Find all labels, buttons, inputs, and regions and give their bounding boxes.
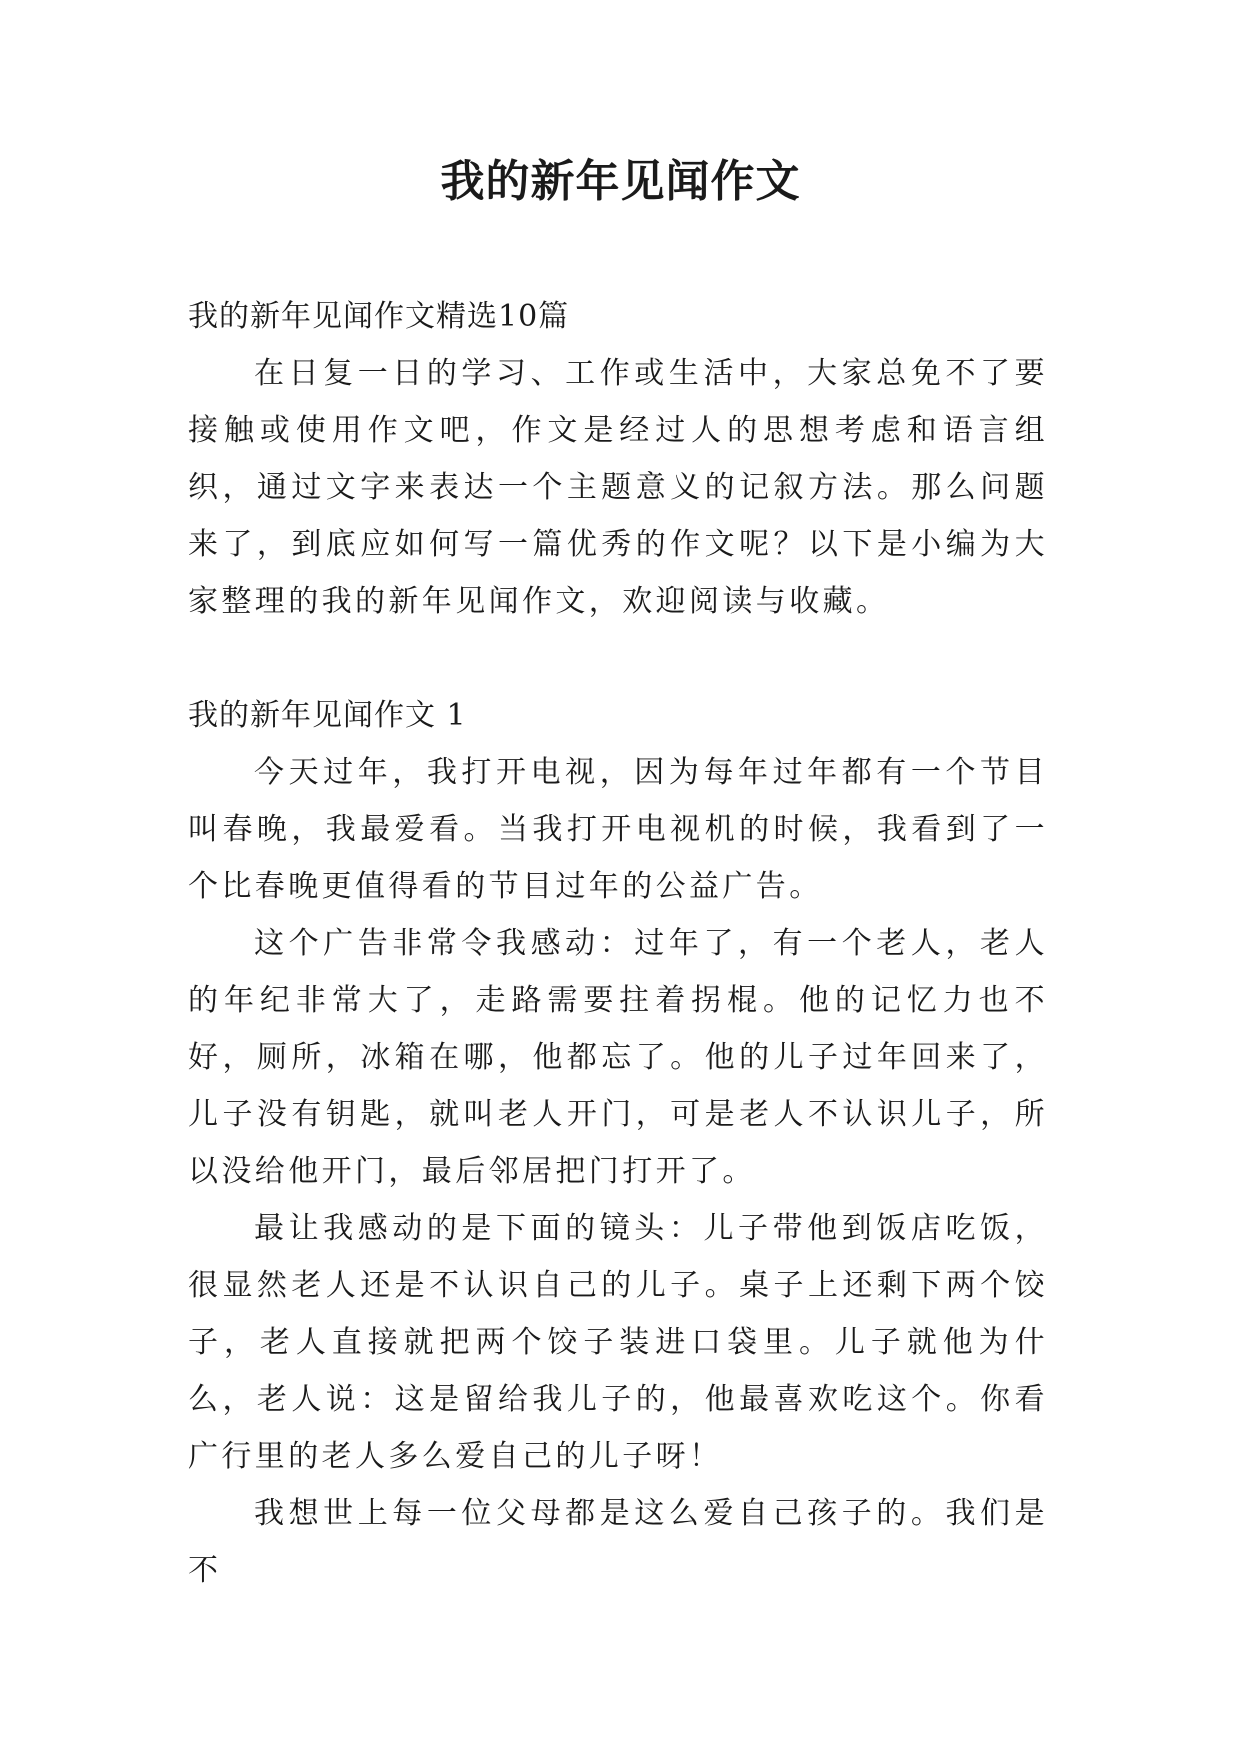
section-paragraph-1: 今天过年，我打开电视，因为每年过年都有一个节目叫春晚，我最爱看。当我打开电视机的时候，我看到了一个比春晚更值得看的节目过年的公益广告。: [188, 755, 1048, 904]
section-paragraph-2: 这个广告非常令我感动：过年了，有一个老人，老人的年纪非常大了，走路需要拄着拐棍。他的记忆力也不好，厕所，冰箱在哪，他都忘了。他的儿子过年回来了，儿子没有钥匙，就叫老人开门，可是老人不认识儿子，所以没给他开门，最后邻居把门打开了。: [188, 926, 1048, 1189]
intro-paragraph: 在日复一日的学习、工作或生活中，大家总免不了要接触或使用作文吧，作文是经过人的思想考虑和语言组织，通过文字来表达一个主题意义的记叙方法。那么问题来了，到底应如何写一篇优秀的作文呢？以下是小编为大家整理的我的新年见闻作文，欢迎阅读与收藏。: [188, 356, 1048, 619]
section-paragraph-3: 最让我感动的是下面的镜头：儿子带他到饭店吃饭，很显然老人还是不认识自己的儿子。桌子上还剩下两个饺子，老人直接就把两个饺子装进口袋里。儿子就他为什么，老人说：这是留给我儿子的，他最喜欢吃这个。你看广行里的老人多么爱自己的儿子呀！: [188, 1211, 1048, 1474]
section-spacer: [188, 630, 1048, 687]
document-body: [188, 288, 1048, 1599]
collection-subtitle: 我的新年见闻作文精选10篇: [188, 299, 570, 334]
section-heading: 我的新年见闻作文 1: [188, 698, 467, 733]
document-title: 我的新年见闻作文: [440, 156, 801, 207]
section-paragraph-4: 我想世上每一位父母都是这么爱自己孩子的。我们是不: [188, 1496, 1048, 1588]
